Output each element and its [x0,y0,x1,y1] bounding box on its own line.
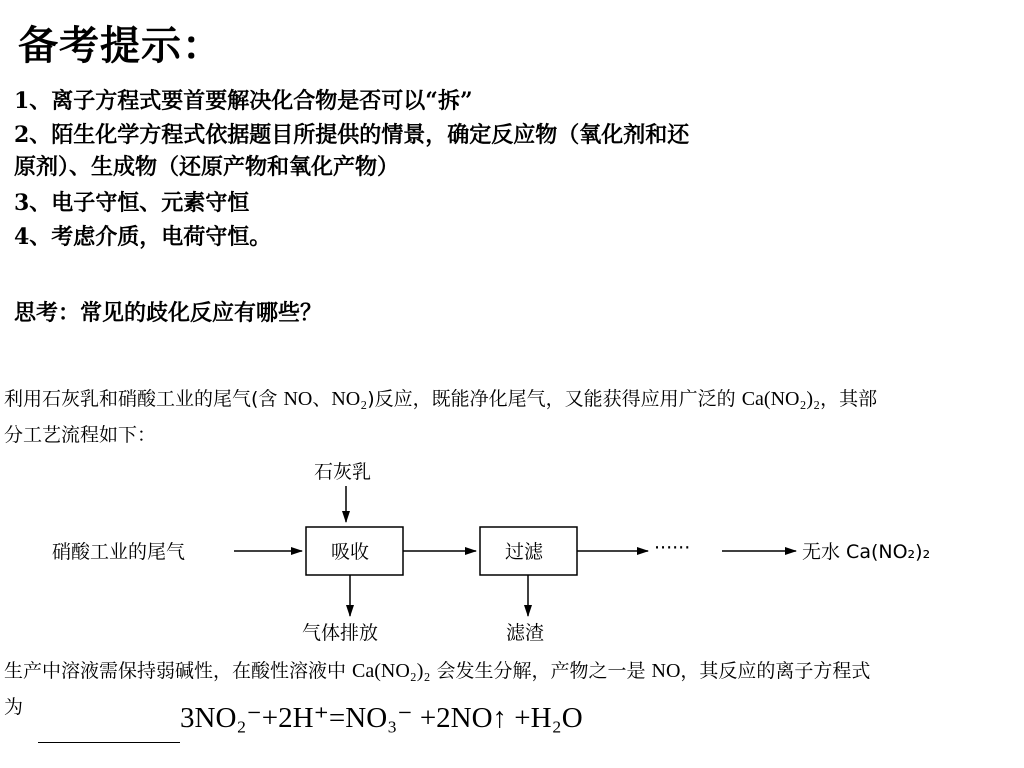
decomp-text-1: 生产中溶液需保持弱碱性，在酸性溶液中 [4,660,353,682]
problem-decomposition [4,656,870,683]
step-label-absorb: 吸收 [331,541,370,563]
problem-intro [4,384,877,411]
thinking-question: 思考：常见的歧化反应有哪些？ [14,300,323,326]
product-cn: 无水 [802,541,847,563]
step-label-filter: 过滤 [505,541,544,563]
page-title: 备考提示： [18,22,223,69]
intro-sep: 、 [312,388,332,410]
intro-text-2: )反应，既能净化尾气，又能获得应用广泛的 [367,388,742,410]
tip-1: 1、离子方程式要首要解决化合物是否可以“拆” [14,88,473,114]
source-label-tail-gas: 硝酸工业的尾气 [52,541,186,563]
decomp-no: NO [651,660,681,682]
decomp-text-3: ，其反应的离子方程式 [680,660,871,682]
process-flow-diagram [0,450,1024,650]
decomp-text-2: 会发生分解，产物之一是 [430,660,652,682]
tip-3: 3、电子守恒、元素守恒 [14,190,250,216]
decomp-ca-nitrite: Ca(NO₂)₂ [352,660,431,682]
tip-2: 2、陌生化学方程式依据题目所提供的情景，确定反应物（氧化剂和还 [14,122,690,148]
tip-4: 4、考虑介质，电荷守恒。 [14,224,272,250]
ellipsis-dots: ······ [654,537,691,559]
answer-equation: 3NO₂⁻+2H⁺=NO₃⁻ +2NO↑ +H₂O [180,702,583,734]
tip-2-continued: 原剂）、生成物（还原产物和氧化产物） [14,154,400,180]
problem-intro-line2: 分工艺流程如下： [4,424,157,446]
intro-no2: NO₂ [331,388,368,410]
intro-text-1: 利用石灰乳和硝酸工业的尾气(含 [4,388,284,410]
answer-blank-line [38,742,180,743]
output-label-gas-emission: 气体排放 [302,622,379,644]
input-label-lime-milk: 石灰乳 [314,461,372,483]
intro-text-3: ，其部 [820,388,878,410]
product-label [802,541,930,563]
output-label-residue: 滤渣 [506,622,545,644]
problem-decomposition-line2: 为 [4,696,24,718]
intro-no: NO [283,388,313,410]
product-formula: Ca(NO₂)₂ [846,541,931,563]
intro-ca-nitrite: Ca(NO₂)₂ [741,388,821,410]
